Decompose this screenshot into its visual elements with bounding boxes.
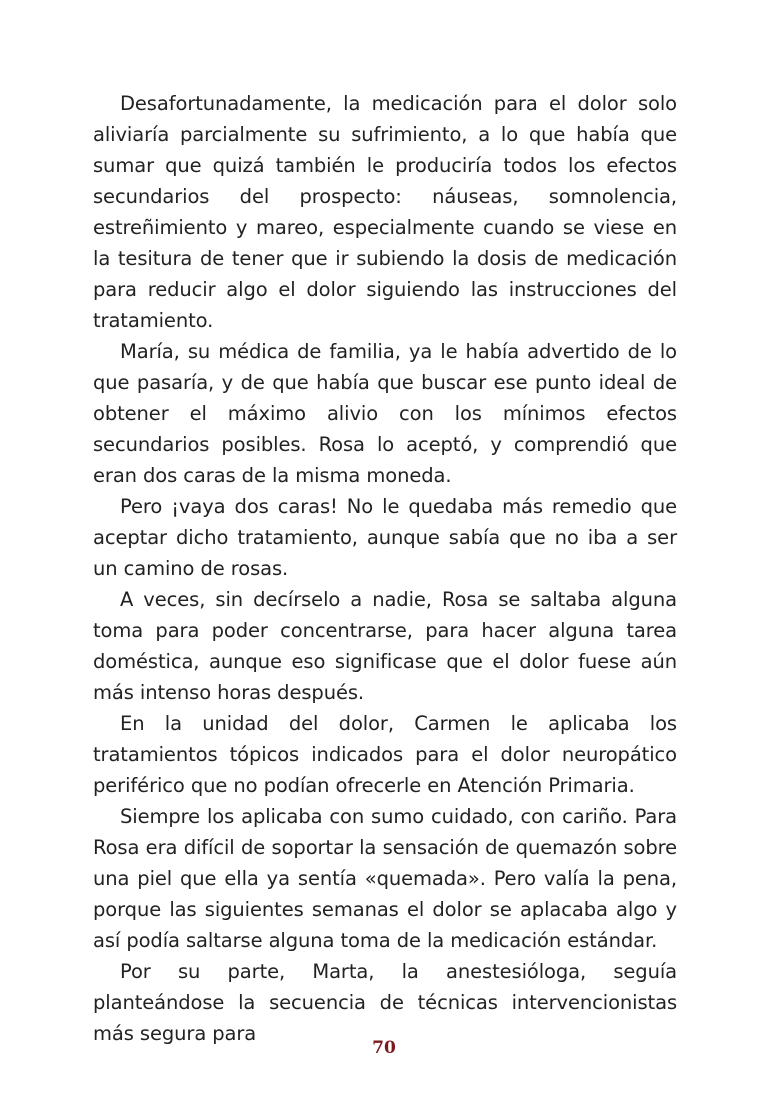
paragraph-1: Desafortunadamente, la medicación para el dolor solo aliviaría parcialmente su sufrimiento, a lo que había que sumar que quizá también le produciría todos los efectos secundarios del prospecto: náuseas, somnolencia, estreñimiento y mareo, especialmente cuando se viese en la tesitura de tener que ir subiendo la dosis de medicación para reducir algo el dolor siguiendo las instrucciones del tratamiento. xyxy=(93,92,677,332)
paragraph-3: Pero ¡vaya dos caras! No le quedaba más remedio que aceptar dicho tratamiento, aunque sabía que no iba a ser un camino de rosas. xyxy=(93,495,677,580)
paragraph-6: Siempre los aplicaba con sumo cuidado, con cariño. Para Rosa era difícil de soportar la sensación de quemazón sobre una piel que ella ya sentía «quemada». Pero valía la pena, porque las siguientes semanas el dolor se aplacaba algo y así podía saltarse alguna toma de la medicación estándar. xyxy=(93,805,677,952)
paragraph-5: En la unidad del dolor, Carmen le aplicaba los tratamientos tópicos indicados para el dolor neuropático periférico que no podían ofrecerle en Atención Primaria. xyxy=(93,712,677,797)
page-body xyxy=(93,88,677,1049)
page-number: 70 xyxy=(372,1038,396,1058)
paragraph-7: Por su parte, Marta, la anestesióloga, seguía planteándose la secuencia de técnicas intervencionistas más segura para xyxy=(93,960,677,1045)
paragraph-4: A veces, sin decírselo a nadie, Rosa se saltaba alguna toma para poder concentrarse, para hacer alguna tarea doméstica, aunque eso significase que el dolor fuese aún más intenso horas después. xyxy=(93,588,677,704)
paragraph-2: María, su médica de familia, ya le había advertido de lo que pasaría, y de que había que buscar ese punto ideal de obtener el máximo alivio con los mínimos efectos secundarios posibles. Rosa lo aceptó, y comprendió que eran dos caras de la misma moneda. xyxy=(93,340,677,487)
